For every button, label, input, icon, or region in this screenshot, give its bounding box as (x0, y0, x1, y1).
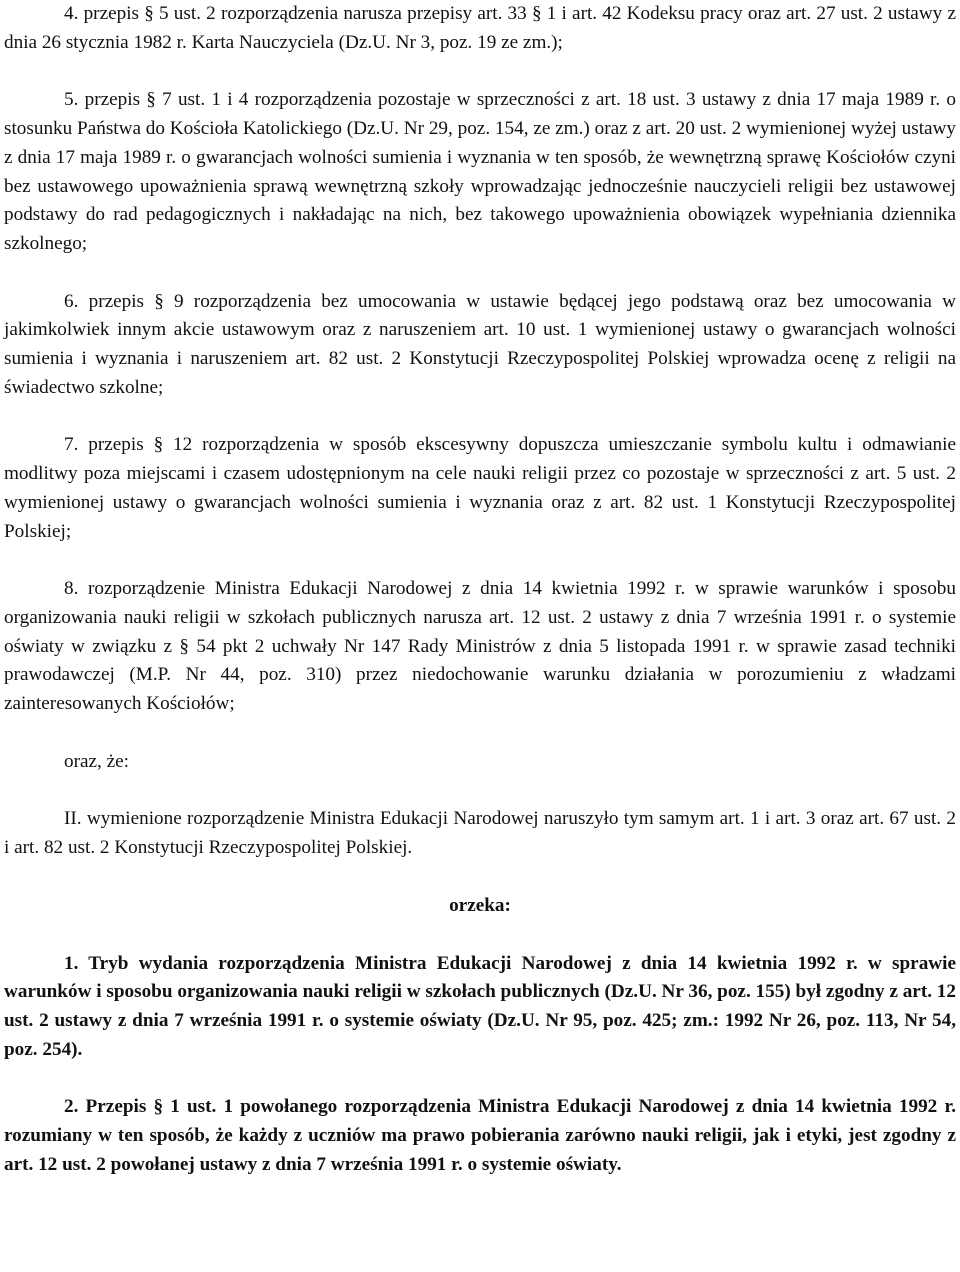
paragraph-item-4: 4. przepis § 5 ust. 2 rozporządzenia narusza przepisy art. 33 § 1 i art. 42 Kodeksu pracy oraz art. 27 ust. 2 ustawy z dnia 26 stycznia 1982 r. Karta Nauczyciela (Dz.U. Nr 3, poz. 19 ze zm.); (4, 3, 956, 53)
document-page (4, 0, 956, 1209)
ruling-item-1: 1. Tryb wydania rozporządzenia Ministra Edukacji Narodowej z dnia 14 kwietnia 1992 r. w sprawie warunków i sposobu organizowania nauki religii w szkołach publicznych (Dz.U. Nr 36, poz. 155) był zgodny z art. 12 ust. 2 ustawy z dnia 7 września 1991 r. o systemie oświaty (Dz.U. Nr 95, poz. 425; zm.: 1992 Nr 26, poz. 113, Nr 54, poz. 254). (4, 952, 956, 1060)
ruling-item-2: 2. Przepis § 1 ust. 1 powołanego rozporządzenia Ministra Edukacji Narodowej z dnia 14 kwietnia 1992 r. rozumiany w ten sposób, że każdy z uczniów ma prawo pobierania zarówno nauki religii, jak i etyki, jest zgodny z art. 12 ust. 2 powołanej ustawy z dnia 7 września 1991 r. o systemie oświaty. (4, 1096, 956, 1175)
paragraph-item-8: 8. rozporządzenie Ministra Edukacji Narodowej z dnia 14 kwietnia 1992 r. w sprawie warunków i sposobu organizowania nauki religii w szkołach publicznych narusza art. 12 ust. 2 ustawy z dnia 7 września 1991 r. o systemie oświaty w związku z § 54 pkt 2 uchwały Nr 147 Rady Ministrów z dnia 5 listopada 1991 r. w sprawie zasad techniki prawodawczej (M.P. Nr 44, poz. 310) przez niedochowanie warunku działania w porozumieniu z władzami zainteresowanych Kościołów; (4, 578, 956, 715)
paragraph-item-6: 6. przepis § 9 rozporządzenia bez umocowania w ustawie będącej jego podstawą oraz bez umocowania w jakimkolwiek innym akcie ustawowym oraz z naruszeniem art. 10 ust. 1 wymienionej ustawy o gwarancjach wolności sumienia i wyznania i naruszeniem art. 82 ust. 2 Konstytucji Rzeczypospolitej Polskiej wprowadza ocenę z religii na świadectwo szkolne; (4, 290, 956, 398)
paragraph-oraz: oraz, że: (64, 750, 129, 772)
ruling-heading: orzeka: (449, 894, 511, 916)
paragraph-item-7: 7. przepis § 12 rozporządzenia w sposób ekscesywny dopuszcza umieszczanie symbolu kultu i odmawianie modlitwy poza miejscami i czasem udostępnionym na cele nauki religii przez co pozostaje w sprzeczności z art. 5 ust. 2 wymienionej ustawy o gwarancjach wolności sumienia i wyznania oraz z art. 82 ust. 1 Konstytucji Rzeczypospolitej Polskiej; (4, 434, 956, 542)
paragraph-item-II: II. wymienione rozporządzenie Ministra Edukacji Narodowej naruszyło tym samym art. 1 i art. 3 oraz art. 67 ust. 2 i art. 82 ust. 2 Konstytucji Rzeczypospolitej Polskiej. (4, 808, 956, 859)
paragraph-item-5: 5. przepis § 7 ust. 1 i 4 rozporządzenia pozostaje w sprzeczności z art. 18 ust. 3 ustawy z dnia 17 maja 1989 r. o stosunku Państwa do Kościoła Katolickiego (Dz.U. Nr 29, poz. 154, ze zm.) oraz z art. 20 ust. 2 wymienionej wyżej ustawy z dnia 17 maja 1989 r. o gwarancjach wolności sumienia i wyznania w ten sposób, że wewnętrzną sprawę Kościołów czyni bez ustawowego upoważnienia sprawą wewnętrzną szkoły wprowadzając jednocześnie nauczycieli religii bez ustawowej podstawy do rad pedagogicznych i nakładając na nich, bez takowego upoważnienia obowiązek wypełniania dziennika szkolnego; (4, 89, 956, 254)
